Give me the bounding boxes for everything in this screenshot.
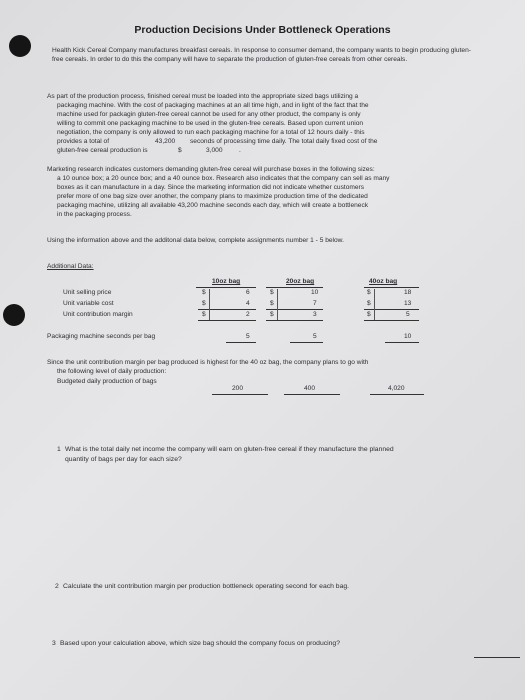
para2-line: negotiation, the company is only allowed to run each packaging machine for a total of 12 hours daily - this	[57, 129, 365, 136]
seconds-value: 5	[246, 333, 250, 340]
para2-line: willing to commit one packaging machine to be used in the gluten-free cereals. Based upon current union	[57, 120, 364, 127]
subtotal-rule	[198, 309, 256, 310]
para2-line: As part of the production process, finished cereal must be loaded into the appropriate sized bags utilizing a	[47, 93, 359, 100]
currency-sign: $	[202, 311, 206, 318]
budgeted-value-20oz: 400	[304, 385, 316, 392]
currency-sign: $	[270, 300, 274, 307]
seconds-underline	[290, 342, 323, 343]
para2-line: packaging machine. With the cost of packaging machines at an all time high, and in light of the fact that the	[57, 102, 369, 109]
cell-value: 5	[406, 311, 410, 318]
fixed-cost-period: .	[239, 147, 241, 154]
row-label: Unit selling price	[63, 289, 112, 296]
cell-value: 4	[246, 300, 250, 307]
col-header-10oz: 10oz bag	[212, 278, 241, 285]
fixed-cost-value: 3,000	[206, 147, 223, 154]
currency-sign: $	[270, 289, 274, 296]
column-rule	[374, 289, 375, 320]
answer-line	[474, 657, 520, 658]
budgeted-underline	[370, 394, 424, 395]
provides-value: 43,200	[155, 138, 176, 145]
para3-line: in the packaging process.	[57, 211, 132, 218]
seconds-label: Packaging machine seconds per bag	[47, 333, 156, 340]
additional-data-label: Additional Data:	[47, 263, 94, 270]
provides-suffix: seconds of processing time daily. The total daily fixed cost of the	[190, 138, 378, 145]
currency-sign: $	[270, 311, 274, 318]
header-underline	[196, 287, 256, 288]
total-rule	[266, 320, 323, 321]
cell-value: 13	[404, 300, 412, 307]
cell-value: 18	[404, 289, 412, 296]
column-rule	[209, 289, 210, 320]
budgeted-label: Budgeted daily production of bags	[57, 378, 157, 385]
para3-line: boxes as it can manufacture in a day. Since the marketing information did not indicate whether customers	[57, 184, 365, 191]
subtotal-rule	[364, 309, 419, 310]
fixed-cost-currency: $	[178, 147, 182, 154]
para2-line: machine used for packagin gluten-free cereal cannot be used for any other product, the company is only	[57, 111, 361, 118]
seconds-value: 5	[313, 333, 317, 340]
since-line: the following level of daily production:	[57, 368, 167, 375]
question-text: quantity of bags per day for each size?	[65, 456, 182, 463]
page-title: Production Decisions Under Bottleneck Operations	[134, 24, 391, 36]
column-rule	[277, 289, 278, 320]
currency-sign: $	[367, 300, 371, 307]
cell-value: 2	[246, 311, 250, 318]
question-number: 1	[57, 446, 61, 453]
subtotal-rule	[266, 309, 323, 310]
header-underline	[266, 287, 323, 288]
question-text: What is the total daily net income the company will earn on gluten-free cereal if they manufacture the planned	[65, 446, 394, 453]
punch-hole-middle	[3, 304, 25, 326]
para3-line: prefer more of one bag size over another, the company plans to maximize production time of the dedicated	[57, 193, 368, 200]
cell-value: 6	[246, 289, 250, 296]
header-underline	[364, 287, 419, 288]
question-number: 3	[52, 640, 56, 647]
seconds-underline	[226, 342, 256, 343]
total-rule	[364, 320, 419, 321]
total-rule	[198, 320, 256, 321]
currency-sign: $	[202, 300, 206, 307]
row-label: Unit variable cost	[63, 300, 114, 307]
question-text: Calculate the unit contribution margin per production bottleneck operating second for each bag.	[63, 583, 350, 590]
col-header-20oz: 20oz bag	[286, 278, 315, 285]
currency-sign: $	[202, 289, 206, 296]
para3-line: packaging machine, utilizing all available 43,200 machine seconds each day, which will create a bottleneck	[57, 202, 369, 209]
cell-value: 7	[313, 300, 317, 307]
question-text: Based upon your calculation above, which size bag should the company focus on producing?	[60, 640, 340, 647]
question-number: 2	[55, 583, 59, 590]
intro-paragraph: Health Kick Cereal Company manufactures breakfast cereals. In response to consumer demand, the company wants to begin producing gluten-free cereals. In order to do this the company will have to separate the production of gluten-free cereals from other cereals.	[52, 47, 471, 63]
instructions: Using the information above and the additonal data below, complete assignments number 1 - 5 below.	[47, 237, 344, 244]
seconds-underline	[385, 342, 419, 343]
para3-line: a 10 ounce box; a 20 ounce box; and a 40 ounce box. Research also indicates that the company can sell as many	[57, 175, 390, 182]
cell-value: 10	[311, 289, 319, 296]
para3-line: Marketing research indicates customers demanding gluten-free cereal will purchase boxes in the following sizes:	[47, 166, 375, 173]
fixed-cost-label: gluten-free cereal production is	[57, 147, 148, 154]
currency-sign: $	[367, 289, 371, 296]
budgeted-value-10oz: 200	[232, 385, 244, 392]
currency-sign: $	[367, 311, 371, 318]
budgeted-underline	[284, 394, 340, 395]
since-line: Since the unit contribution margin per bag produced is highest for the 40 oz bag, the company plans to go with	[47, 359, 369, 366]
seconds-value: 10	[404, 333, 412, 340]
cell-value: 3	[313, 311, 317, 318]
punch-hole-top	[9, 35, 31, 57]
row-label: Unit contribution margin	[63, 311, 133, 318]
col-header-40oz: 40oz bag	[369, 278, 398, 285]
budgeted-underline	[212, 394, 268, 395]
provides-label: provides a total of	[57, 138, 110, 145]
budgeted-value-40oz: 4,020	[388, 385, 405, 392]
